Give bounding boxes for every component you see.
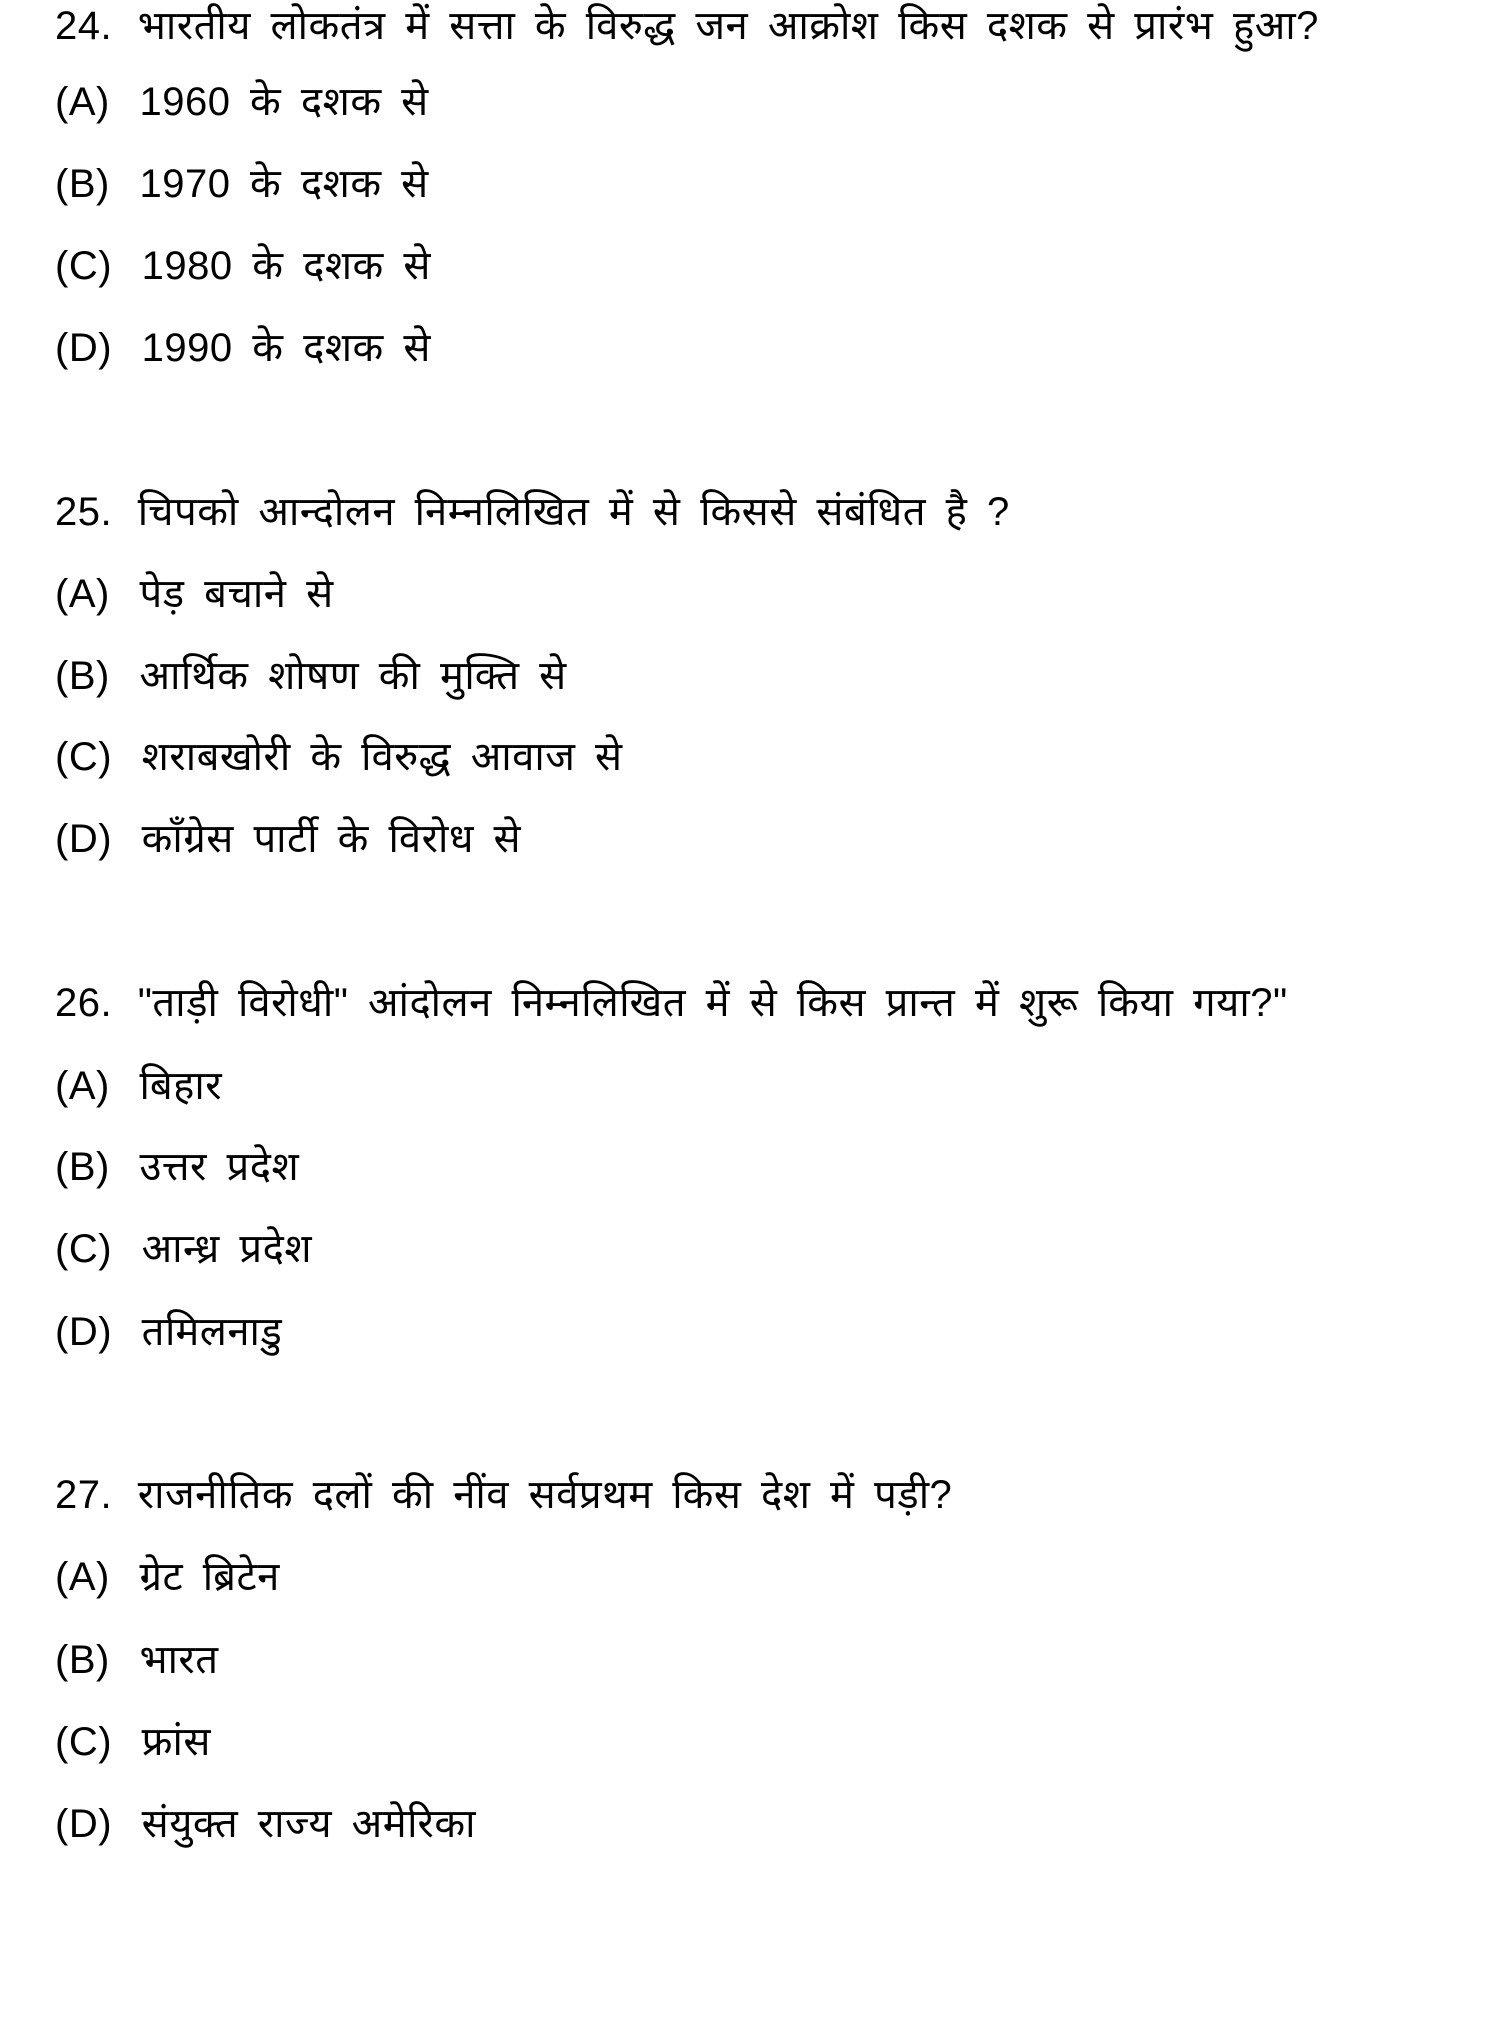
option-25-d	[55, 813, 521, 865]
option-label: (C)	[55, 244, 113, 288]
option-label: (A)	[55, 572, 110, 616]
option-label: (B)	[55, 162, 110, 206]
option-label: (A)	[55, 80, 110, 124]
option-label: (C)	[55, 735, 113, 779]
option-text: ग्रेट ब्रिटेन	[139, 1555, 280, 1599]
option-label: (D)	[55, 817, 113, 861]
question-number: 24.	[55, 4, 113, 48]
option-text: 1970 के दशक से	[139, 162, 429, 206]
option-26-b	[55, 1141, 299, 1193]
question-number: 27.	[55, 1473, 113, 1517]
option-27-c	[55, 1716, 211, 1768]
question-text: राजनीतिक दलों की नींव सर्वप्रथम किस देश में पड़ी?	[137, 1473, 953, 1517]
option-text: तमिलनाडु	[141, 1310, 283, 1354]
question-text: "ताड़ी विरोधी" आंदोलन निम्नलिखित में से किस प्रान्त में शुरू किया गया?"	[137, 981, 1288, 1025]
option-25-a	[55, 568, 334, 620]
option-27-a	[55, 1551, 280, 1603]
option-label: (A)	[55, 1555, 110, 1599]
option-text: 1990 के दशक से	[141, 326, 431, 370]
question-number: 26.	[55, 981, 113, 1025]
option-text: संयुक्त राज्य अमेरिका	[141, 1802, 476, 1846]
option-label: (C)	[55, 1720, 113, 1764]
option-27-d	[55, 1798, 476, 1850]
option-text: पेड़ बचाने से	[139, 572, 334, 616]
option-24-d	[55, 322, 431, 374]
option-text: आन्ध्र प्रदेश	[141, 1227, 313, 1271]
option-text: बिहार	[139, 1064, 223, 1108]
question-25	[55, 486, 1010, 538]
option-text: 1980 के दशक से	[141, 244, 431, 288]
option-26-d	[55, 1306, 282, 1358]
question-text: भारतीय लोकतंत्र में सत्ता के विरुद्ध जन आक्रोश किस दशक से प्रारंभ हुआ?	[137, 4, 1319, 48]
question-27	[55, 1469, 952, 1521]
option-label: (B)	[55, 1145, 110, 1189]
option-24-b	[55, 158, 429, 210]
option-25-c	[55, 731, 623, 783]
option-text: उत्तर प्रदेश	[139, 1145, 300, 1189]
option-text: काँग्रेस पार्टी के विरोध से	[141, 817, 522, 861]
question-26	[55, 977, 1288, 1029]
option-27-b	[55, 1634, 219, 1686]
option-label: (D)	[55, 326, 113, 370]
option-26-a	[55, 1060, 222, 1112]
option-24-a	[55, 76, 429, 128]
option-text: फ्रांस	[141, 1720, 211, 1764]
question-text: चिपको आन्दोलन निम्नलिखित में से किससे संबंधित है ?	[137, 490, 1010, 534]
option-label: (A)	[55, 1064, 110, 1108]
option-label: (C)	[55, 1227, 113, 1271]
option-24-c	[55, 240, 431, 292]
option-label: (D)	[55, 1802, 113, 1846]
option-25-b	[55, 650, 567, 702]
option-label: (D)	[55, 1310, 113, 1354]
question-24	[55, 0, 1319, 52]
option-text: शराबखोरी के विरुद्ध आवाज से	[141, 735, 623, 779]
option-text: भारत	[139, 1638, 219, 1682]
option-text: आर्थिक शोषण की मुक्ति से	[139, 654, 567, 698]
option-label: (B)	[55, 1638, 110, 1682]
option-text: 1960 के दशक से	[139, 80, 429, 124]
option-26-c	[55, 1223, 312, 1275]
question-number: 25.	[55, 490, 113, 534]
option-label: (B)	[55, 654, 110, 698]
